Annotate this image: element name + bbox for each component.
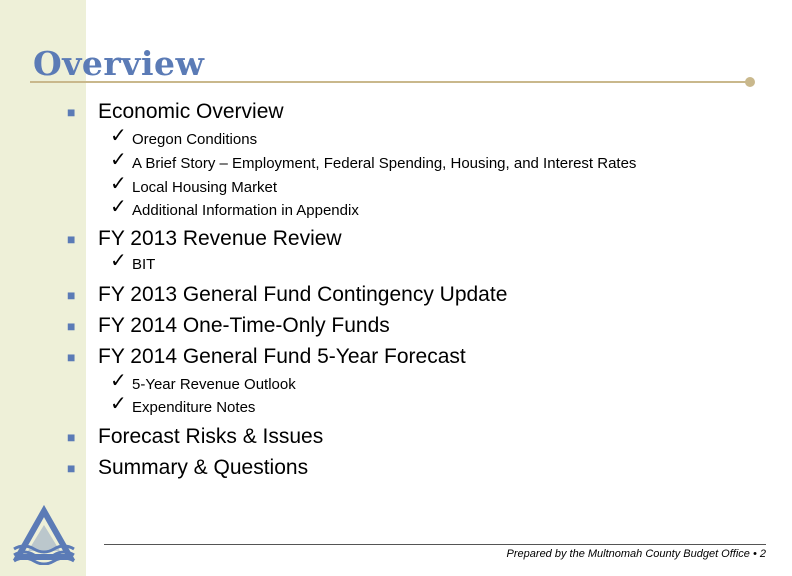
checkmark-icon: ✓ [110, 393, 127, 415]
checkmark-icon: ✓ [110, 173, 127, 195]
square-bullet-icon: ■ [67, 231, 76, 247]
title-rule-dot [745, 77, 755, 87]
check-item-label: Oregon Conditions [132, 131, 258, 148]
square-bullet-icon: ■ [67, 104, 76, 120]
checkmark-icon: ✓ [110, 370, 127, 392]
bullet-label: Summary & Questions [98, 456, 309, 479]
check-item-label: Additional Information in Appendix [132, 202, 359, 219]
bullet-label: FY 2014 One-Time-Only Funds [98, 314, 390, 337]
square-bullet-icon: ■ [67, 429, 76, 445]
bullet-label: FY 2013 Revenue Review [98, 227, 342, 250]
slide-title: Overview [33, 44, 205, 83]
checkmark-icon: ✓ [110, 250, 127, 272]
bullet-label: Forecast Risks & Issues [98, 425, 324, 448]
checkmark-icon: ✓ [110, 149, 127, 171]
bullet-label: FY 2014 General Fund 5-Year Forecast [98, 345, 466, 368]
checkmark-icon: ✓ [110, 196, 127, 218]
check-item-label: Expenditure Notes [132, 399, 256, 416]
check-item-label: BIT [132, 256, 156, 273]
square-bullet-icon: ■ [67, 349, 76, 365]
footer-rule [104, 544, 766, 545]
bullet-label: Economic Overview [98, 100, 284, 123]
footer-text: Prepared by the Multnomah County Budget Office • 2 [506, 548, 766, 560]
check-item-label: 5-Year Revenue Outlook [132, 376, 296, 393]
square-bullet-icon: ■ [67, 460, 76, 476]
square-bullet-icon: ■ [67, 287, 76, 303]
checkmark-icon: ✓ [110, 125, 127, 147]
check-item-label: Local Housing Market [132, 179, 278, 196]
county-logo-icon [10, 505, 78, 565]
bullet-label: FY 2013 General Fund Contingency Update [98, 283, 508, 306]
square-bullet-icon: ■ [67, 318, 76, 334]
title-rule [30, 81, 748, 83]
check-item-label: A Brief Story – Employment, Federal Spending, Housing, and Interest Rates [132, 155, 637, 172]
